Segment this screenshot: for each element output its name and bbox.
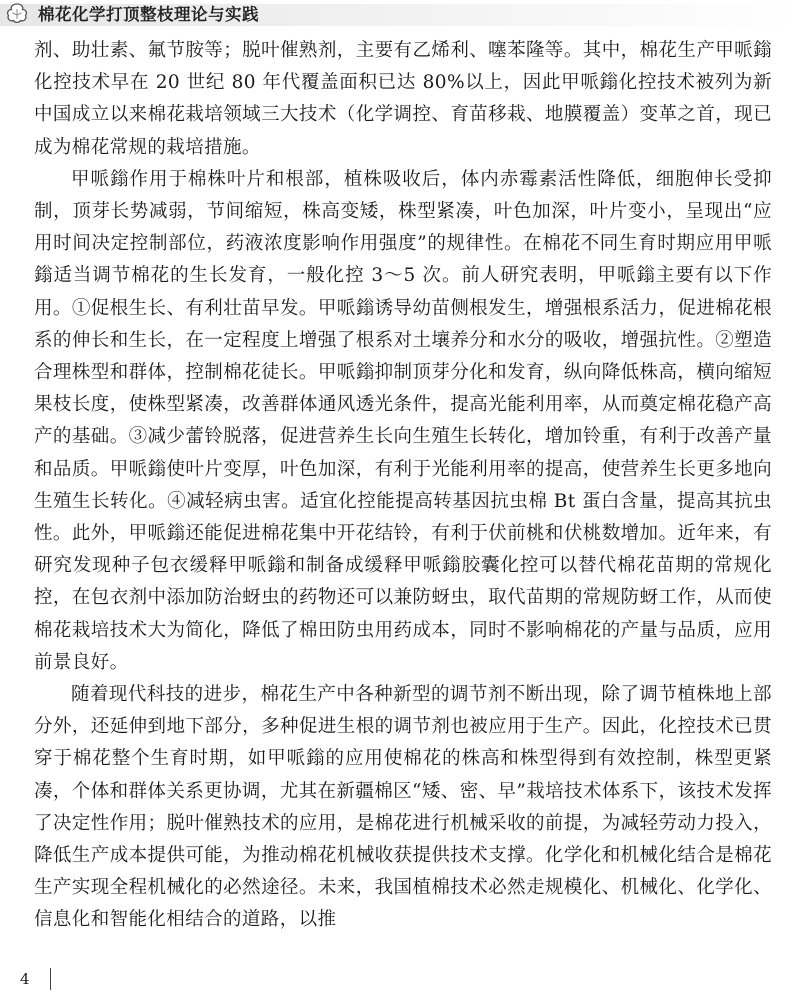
page-footer bbox=[0, 956, 800, 1000]
footer-divider bbox=[50, 968, 51, 990]
page-number: 4 bbox=[20, 970, 30, 988]
page-header bbox=[0, 0, 800, 32]
paragraph-2: 甲哌鎓作用于棉株叶片和根部，植株吸收后，体内赤霉素活性降低，细胞伸长受抑制，顶芽长势减弱，节间缩短，株高变矮，株型紧凑，叶色加深，叶片变小，呈现出“应用时间决定控制部位，药液浓度影响作用强度”的规律性。在棉花不同生育时期应用甲哌鎓适当调节棉花的生长发育，一般化控 3～5 次。前人研究表明，甲哌鎓主要有以下作用。①促根生长、有利壮苗早发。甲哌鎓诱导幼苗侧根发生，增强根系活力，促进棉花根系的伸长和生长，在一定程度上增强了根系对土壤养分和水分的吸收，增强抗性。②塑造合理株型和群体，控制棉花徒长。甲哌鎓抑制顶芽分化和发育，纵向降低株高，横向缩短果枝长度，使株型紧凑，改善群体通风透光条件，提高光能利用率，从而奠定棉花稳产高产的基础。③减少蕾铃脱落，促进营养生长向生殖生长转化，增加铃重，有利于改善产量和品质。甲哌鎓使叶片变厚，叶色加深，有利于光能利用率的提高，使营养生长更多地向生殖生长转化。④减轻病虫害。适宜化控能提高转基因抗虫棉 Bt 蛋白含量，提高其抗虫性。此外，甲哌鎓还能促进棉花集中开花结铃，有利于伏前桃和伏桃数增加。近年来，有研究发现种子包衣缓释甲哌鎓和制备成缓释甲哌鎓胶囊化控可以替代棉花苗期的常规化控，在包衣剂中添加防治蚜虫的药物还可以兼防蚜虫，取代苗期的常规防蚜工作，从而使棉花栽培技术大为简化，降低了棉田防虫用药成本，同时不影响棉花的产量与品质，应用前景良好。 bbox=[34, 168, 772, 673]
body-text bbox=[34, 35, 772, 937]
paragraph-3: 随着现代科技的进步，棉花生产中各种新型的调节剂不断出现，除了调节植株地上部分外，还延伸到地下部分，多种促进生根的调节剂也被应用于生产。因此，化控技术已贯穿于棉花整个生育时期，如甲哌鎓的应用使棉花的株高和株型得到有效控制，株型更紧凑，个体和群体关系更协调，尤其在新疆棉区“矮、密、早”栽培技术体系下，该技术发挥了决定性作用；脱叶催熟技术的应用，是棉花进行机械采收的前提，为减轻劳动力投入，降低生产成本提供可能，为推动棉花机械收获提供技术支撑。化学化和机械化结合是棉花生产实现全程机械化的必然途径。未来，我国植棉技术必然走规模化、机械化、化学化、信息化和智能化相结合的道路，以推 bbox=[34, 684, 772, 931]
paragraph-1: 剂、助壮素、氟节胺等；脱叶催熟剂，主要有乙烯利、噻苯隆等。其中，棉花生产甲哌鎓化控技术早在 20 世纪 80 年代覆盖面积已达 80%以上，因此甲哌鎓化控技术被列为新中国成立以来棉花栽培领域三大技术（化学调控、育苗移栽、地膜覆盖）变革之首，现已成为棉花常规的栽培措施。 bbox=[34, 40, 772, 158]
cotton-boll-icon bbox=[4, 1, 30, 27]
header-title: 棉花化学打顶整枝理论与实践 bbox=[38, 5, 259, 24]
